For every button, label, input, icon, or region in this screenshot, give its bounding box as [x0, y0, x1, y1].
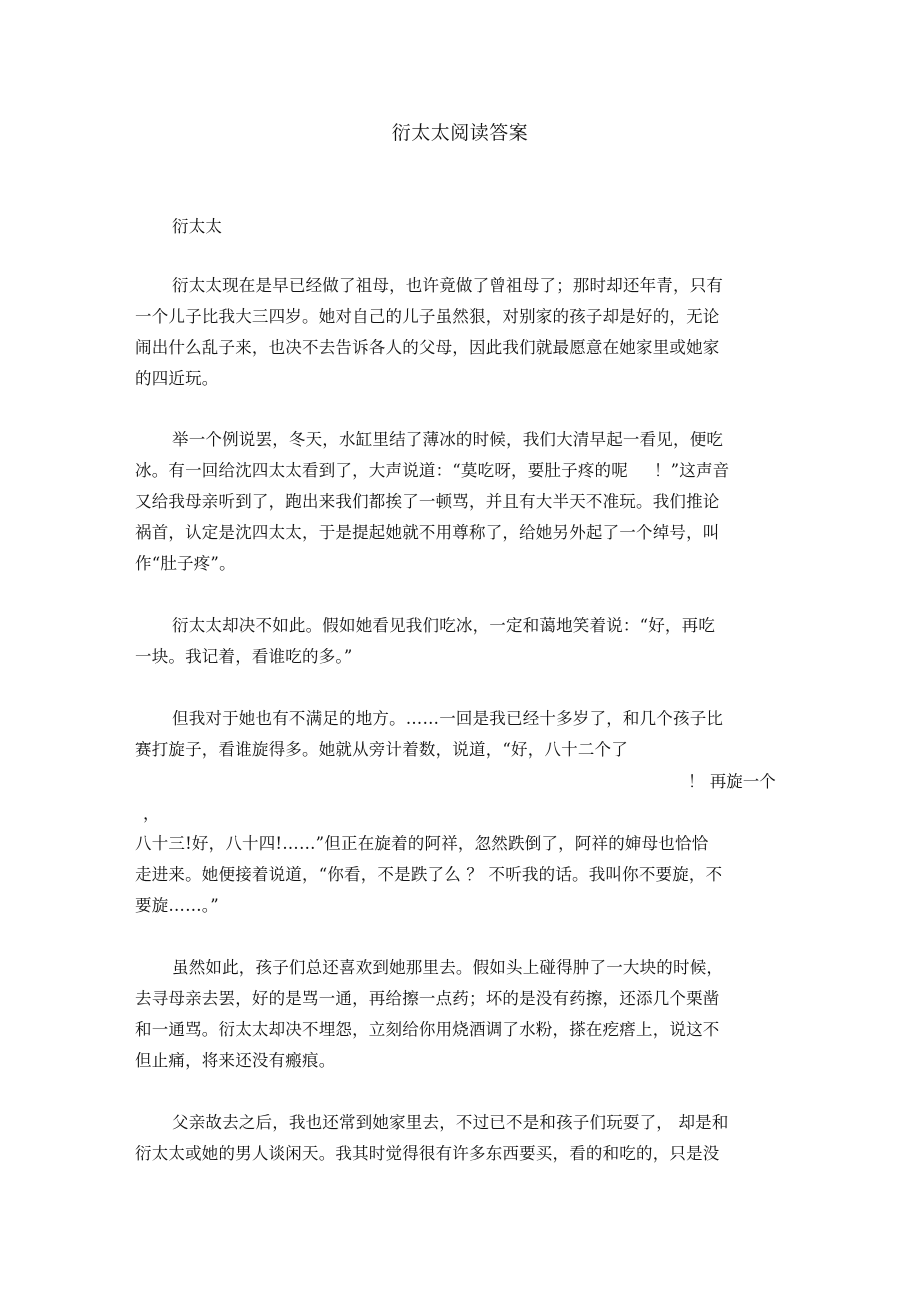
- paragraph-4-line-4: ，: [143, 804, 160, 823]
- paragraph-3-line-1: 衍太太却决不如此。假如她看见我们吃冰，一定和蔼地笑着说：“好，再吃: [172, 616, 716, 635]
- paragraph-4-line-1: 但我对于她也有不满足的地方。……一回是我已经十多岁了，和几个孩子比: [172, 709, 724, 728]
- paragraph-2-line-2-part-b: ！”这声音: [653, 461, 730, 480]
- paragraph-4-line-6: 走进来。她便接着说道，“你看，不是跌了么 ？ 不听我的话。我叫你不要旋，不: [135, 865, 723, 884]
- paragraph-1-line-1: 衍太太现在是早已经做了祖母，也许竟做了曾祖母了；那时却还年青，只有: [172, 276, 724, 295]
- paragraph-2-line-2-part-a: 冰。有一回给沈四太太看到了，大声说道：“莫吃呀，要肚子疼的呢: [135, 461, 628, 480]
- paragraph-2-line-5: 作“肚子疼”。: [135, 554, 236, 573]
- paragraph-3-line-2: 一块。我记着，看谁吃的多。”: [135, 647, 353, 666]
- paragraph-2-line-4: 祸首，认定是沈四太太，于是提起她就不用尊称了，给她另外起了一个绰号，叫: [135, 523, 720, 542]
- document-title: 衍太太阅读答案: [391, 122, 529, 144]
- paragraph-4-line-2: 赛打旋子，看谁旋得多。她就从旁计着数，说道，“好，八十二个了: [135, 740, 628, 759]
- paragraph-4-line-7: 要旋……。”: [135, 896, 219, 915]
- section-heading: 衍太太: [172, 217, 223, 236]
- paragraph-1-line-2: 一个儿子比我大三四岁。她对自己的儿子虽然狠，对别家的孩子却是好的，无论: [135, 307, 720, 326]
- paragraph-5-line-2: 去寻母亲去罢，好的是骂一通，再给擦一点药；坏的是没有药擦，还添几个栗凿: [135, 989, 720, 1008]
- paragraph-4-line-3: ！ 再旋一个: [688, 772, 776, 791]
- paragraph-1-line-3: 闹出什么乱子来，也决不去告诉各人的父母，因此我们就最愿意在她家里或她家: [135, 338, 720, 357]
- paragraph-5-line-1: 虽然如此，孩子们总还喜欢到她那里去。假如头上碰得肿了一大块的时候，: [172, 958, 724, 977]
- paragraph-4-line-5: 八十三!好，八十四!……”但正在旋着的阿祥，忽然跌倒了，阿祥的婶母也恰恰: [135, 834, 709, 853]
- paragraph-5-line-3: 和一通骂。衍太太却决不埋怨，立刻给你用烧酒调了水粉，搽在疙瘩上，说这不: [135, 1020, 720, 1039]
- paragraph-6-line-1: 父亲故去之后，我也还常到她家里去，不过已不是和孩子们玩耍了， 却是和: [172, 1113, 729, 1132]
- paragraph-1-line-4: 的四近玩。: [135, 369, 219, 388]
- paragraph-6-line-2: 衍太太或她的男人谈闲天。我其时觉得很有许多东西要买，看的和吃的，只是没: [135, 1144, 720, 1163]
- paragraph-2-line-1: 举一个例说罢，冬天，水缸里结了薄冰的时候，我们大清早起一看见，便吃: [172, 430, 724, 449]
- paragraph-2-line-2: [135, 460, 729, 482]
- paragraph-5-line-4: 但止痛，将来还没有瘢痕。: [135, 1051, 336, 1070]
- paragraph-2-line-3: 又给我母亲听到了，跑出来我们都挨了一顿骂，并且有大半天不准玩。我们推论: [135, 492, 720, 511]
